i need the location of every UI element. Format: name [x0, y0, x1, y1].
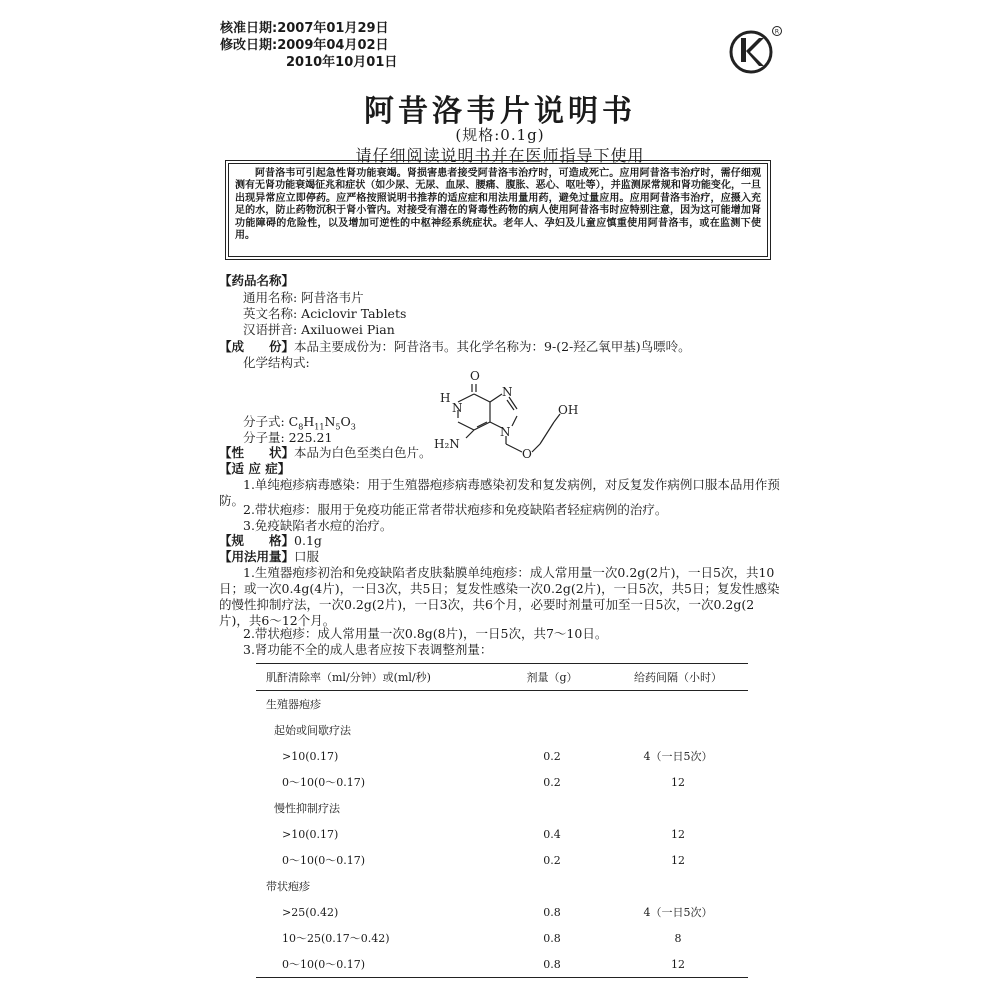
- atom-o-ether: O: [522, 447, 532, 461]
- company-logo-icon: [726, 24, 784, 82]
- table-row: 0～10(0～0.17) 0.2 12: [282, 775, 685, 789]
- molecular-formula: 分子式: $C_8H_{11}N_5O_3$: [243, 414, 356, 432]
- atom-n-9: N: [500, 425, 511, 439]
- atom-oh: OH: [558, 403, 579, 417]
- table-row: 0～10(0～0.17) 0.8 12: [256, 951, 748, 978]
- dosage-item-1: 1.生殖器疱疹初治和免疫缺陷者皮肤黏膜单纯疱疹：成人常用量一次0.2g(2片)，一日5次，共10日；或一次0.4g(4片)，一日3次，共5日；复发性感染一次0.2g(2片)，一日5次，共5日；复发性感染的慢性抑制疗法，一次0.2g(2片)，一日3次，共6个月，必要时剂量可加至一日5次，一次0.2g(2片)，共6～12个月。: [219, 565, 780, 628]
- table-row: 带状疱疹: [266, 880, 310, 893]
- dosage-heading: 【用法用量】: [219, 549, 295, 564]
- character-heading: 【性 状】: [219, 445, 295, 460]
- table-row: 起始或间歇疗法: [274, 724, 351, 737]
- dosage-item-2: 2.带状疱疹：成人常用量一次0.8g(8片)，一日5次，共7～10日。: [243, 626, 608, 641]
- indications-heading: 【适 应 症】: [219, 461, 291, 476]
- warning-box: [225, 160, 771, 260]
- atom-nh: N: [452, 401, 463, 415]
- english-name: 英文名称: Aciclovir Tablets: [243, 306, 407, 321]
- atom-o: O: [470, 369, 480, 383]
- molecular-weight: 分子量: 225.21: [243, 430, 333, 445]
- table-row: >10(0.17) 0.4 12: [282, 827, 685, 841]
- indication-item-3: 3.免疫缺陷者水痘的治疗。: [243, 518, 393, 533]
- atom-n-7: N: [502, 385, 513, 399]
- table-row: >25(0.42) 0.8 4（一日5次）: [282, 905, 713, 919]
- revision-date-2: 2010年10月01日: [286, 55, 398, 70]
- atom-h: H: [440, 391, 451, 405]
- indication-item-2: 2.带状疱疹：服用于免疫功能正常者带状疱疹和免疫缺陷者轻症病例的治疗。: [243, 502, 668, 517]
- table-row: 生殖器疱疹: [266, 698, 321, 711]
- revision-date: 修改日期:2009年04月02日: [220, 38, 389, 53]
- pinyin-name: 汉语拼音: Axiluowei Pian: [243, 322, 395, 337]
- specification-heading: 【规 格】: [219, 533, 295, 548]
- table-row: 0～10(0～0.17) 0.2 12: [282, 853, 685, 867]
- col-header-dose: 剂量（g）: [526, 671, 578, 684]
- dosage-item-3: 3.肾功能不全的成人患者应按下表调整剂量：: [243, 642, 493, 657]
- chemical-structure: [430, 366, 590, 462]
- col-header-clearance: 肌酐清除率（ml/分钟）或(ml/秒): [266, 671, 431, 684]
- usage-notice: 请仔细阅读说明书并在医师指导下使用: [355, 146, 645, 165]
- drug-name-heading: 【药品名称】: [219, 273, 295, 288]
- table-row: 慢性抑制疗法: [274, 802, 340, 815]
- table-row: 10～25(0.17～0.42) 0.8 8: [282, 931, 682, 945]
- character-line: [219, 445, 432, 461]
- composition-line: [219, 339, 691, 355]
- col-header-interval: 给药间隔（小时）: [634, 671, 722, 684]
- composition-heading: 【成 份】: [219, 339, 295, 354]
- svg-text:R: R: [774, 28, 780, 36]
- date-block: [220, 20, 397, 71]
- approval-date: 核准日期:2007年01月29日: [220, 21, 389, 36]
- indication-item-1: 1.单纯疱疹病毒感染：用于生殖器疱疹病毒感染初发和复发病例，对反复发作病例口服本品用作预防。: [219, 477, 780, 508]
- page-title: 阿昔洛韦片说明书: [364, 94, 636, 129]
- dose-adjustment-table: [256, 663, 748, 978]
- dosage-line: [219, 549, 319, 565]
- specification-line: [219, 533, 322, 549]
- table-header-row: [256, 664, 748, 691]
- structure-label: 化学结构式:: [243, 355, 310, 370]
- table-row: >10(0.17) 0.2 4（一日5次）: [282, 749, 713, 763]
- composition-text: 本品主要成份为：阿昔洛韦。其化学名称为：9-(2-羟乙氧甲基)鸟嘌呤。: [294, 339, 691, 354]
- dosage-route: 口服: [294, 549, 320, 564]
- spec-line: (规格:0.1g): [455, 126, 545, 144]
- specification-text: 0.1g: [294, 533, 322, 548]
- warning-text: 阿昔洛韦可引起急性肾功能衰竭。肾损害患者接受阿昔洛韦治疗时，可造成死亡。应用阿昔洛韦治疗时，需仔细观测有无肾功能衰竭征兆和症状（如少尿、无尿、血尿、腰痛、腹胀、恶心、呕吐等），并监测尿常规和肾功能变化，一旦出现异常应立即停药。应严格按照说明书推荐的适应症和用法用量用药，避免过量应用。应用阿昔洛韦治疗，应摄入充足的水，防止药物沉积于肾小管内。对接受有潜在的肾毒性药物的病人使用阿昔洛韦时应特别注意，因为这可能增加肾功能障碍的危险性，以及增加可逆性的中枢神经系统症状。老年人、孕妇及儿童应慎重使用阿昔洛韦，或在监测下使用。: [235, 168, 761, 242]
- generic-name: 通用名称: 阿昔洛韦片: [243, 290, 364, 305]
- atom-h2n: H₂N: [434, 437, 460, 451]
- character-text: 本品为白色至类白色片。: [294, 445, 432, 460]
